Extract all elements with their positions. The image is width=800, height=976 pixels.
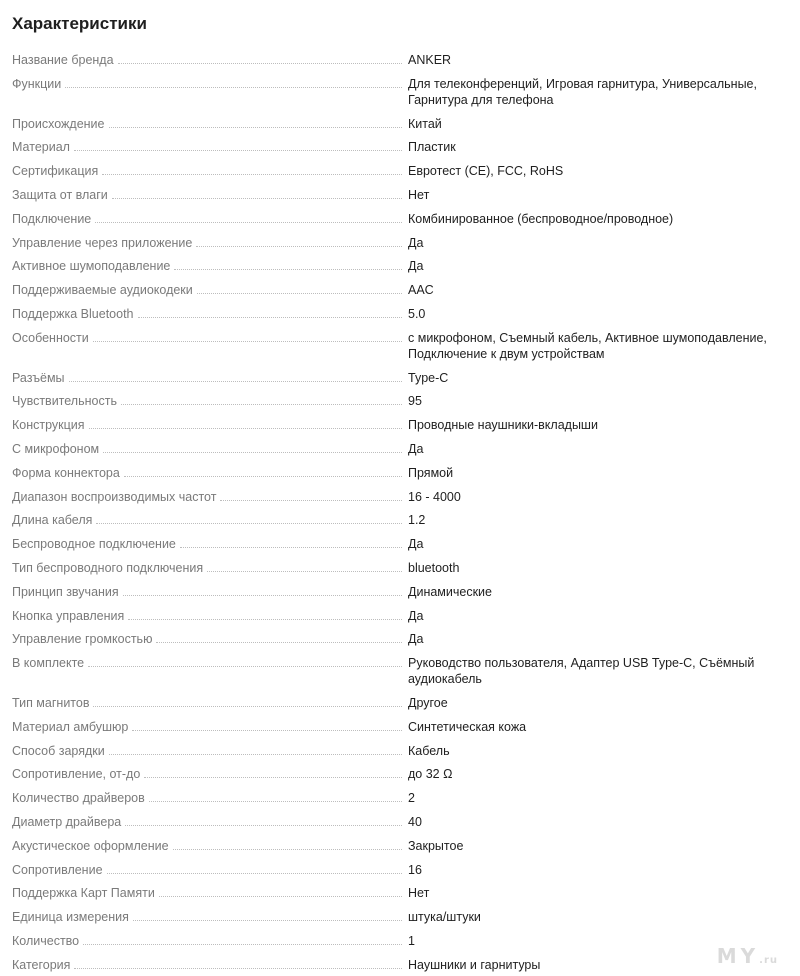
spec-row — [12, 580, 788, 604]
spec-name: Принцип звучания — [12, 584, 119, 599]
spec-value: Да — [408, 632, 424, 647]
spec-name: Управление через приложение — [12, 235, 193, 250]
spec-row — [12, 508, 788, 532]
dotted-leader — [103, 452, 402, 453]
spec-label-cell — [12, 885, 408, 901]
spec-row — [12, 762, 788, 786]
spec-value: до 32 Ω — [408, 767, 453, 782]
spec-label-cell — [12, 790, 408, 806]
spec-value: 2 — [408, 791, 415, 806]
spec-name: Тип магнитов — [12, 695, 90, 710]
spec-label-cell — [12, 489, 408, 505]
spec-name: Сопротивление, от-до — [12, 767, 141, 782]
spec-name: Беспроводное подключение — [12, 537, 176, 552]
dotted-leader — [144, 777, 402, 778]
spec-name: Поддержка Bluetooth — [12, 306, 134, 321]
dotted-leader — [173, 849, 402, 850]
spec-label-cell — [12, 52, 408, 68]
spec-label-cell — [12, 536, 408, 552]
spec-row — [12, 604, 788, 628]
dotted-leader — [74, 968, 402, 969]
spec-row — [12, 159, 788, 183]
spec-name: Единица измерения — [12, 910, 129, 925]
spec-name: Поддержка Карт Памяти — [12, 886, 155, 901]
spec-label-cell — [12, 211, 408, 227]
spec-row — [12, 691, 788, 715]
dotted-leader — [156, 642, 402, 643]
spec-value: 40 — [408, 814, 422, 829]
spec-value: Нет — [408, 187, 430, 202]
spec-value: AAC — [408, 283, 434, 298]
dotted-leader — [159, 896, 402, 897]
dotted-leader — [207, 571, 402, 572]
spec-label-cell — [12, 838, 408, 854]
spec-label-cell — [12, 862, 408, 878]
spec-row — [12, 231, 788, 255]
spec-value: Евротест (CE), FCC, RoHS — [408, 164, 564, 179]
spec-row — [12, 532, 788, 556]
spec-value: 16 - 4000 — [408, 489, 461, 504]
spec-value: Комбинированное (беспроводное/проводное) — [408, 211, 674, 226]
spec-name: Диаметр драйвера — [12, 814, 122, 829]
dotted-leader — [109, 127, 403, 128]
spec-value: Да — [408, 235, 424, 250]
dotted-leader — [124, 476, 402, 477]
spec-value: Прямой — [408, 465, 454, 480]
dotted-leader — [174, 269, 402, 270]
spec-value: Да — [408, 441, 424, 456]
spec-row — [12, 112, 788, 136]
section-title: Характеристики — [12, 14, 147, 33]
spec-name: Особенности — [12, 330, 89, 345]
spec-name: Чувствительность — [12, 394, 117, 409]
dotted-leader — [197, 293, 402, 294]
dotted-leader — [180, 547, 402, 548]
spec-row — [12, 413, 788, 437]
spec-name: Материал — [12, 140, 70, 155]
spec-value: Закрытое — [408, 838, 464, 853]
spec-label-cell — [12, 631, 408, 647]
spec-row — [12, 48, 788, 72]
dotted-leader — [121, 404, 402, 405]
spec-name: Функции — [12, 76, 62, 91]
spec-name: В комплекте — [12, 656, 85, 671]
spec-row — [12, 810, 788, 834]
spec-label-cell — [12, 306, 408, 322]
spec-name: Поддерживаемые аудиокодеки — [12, 283, 193, 298]
dotted-leader — [89, 428, 402, 429]
spec-row — [12, 905, 788, 929]
spec-value: 1.2 — [408, 513, 426, 528]
spec-name: Защита от влаги — [12, 187, 108, 202]
spec-name: Диапазон воспроизводимых частот — [12, 489, 217, 504]
spec-row — [12, 326, 788, 366]
spec-value: Китай — [408, 116, 442, 131]
spec-value: Кабель — [408, 743, 450, 758]
dotted-leader — [118, 63, 402, 64]
spec-row — [12, 183, 788, 207]
specs-panel — [12, 0, 788, 976]
watermark-logo — [717, 944, 778, 968]
dotted-leader — [132, 730, 402, 731]
spec-label-cell — [12, 560, 408, 576]
spec-value: ANKER — [408, 53, 452, 67]
spec-value: Для телеконференций, Игровая гарнитура, Универсальные, Гарнитура для телефона — [408, 76, 757, 107]
spec-row — [12, 929, 788, 953]
dotted-leader — [123, 595, 402, 596]
spec-row — [12, 858, 788, 882]
dotted-leader — [107, 873, 402, 874]
spec-name: Разъёмы — [12, 370, 65, 385]
spec-name: Конструкция — [12, 418, 85, 433]
spec-label-cell — [12, 655, 408, 671]
spec-value: Синтетическая кожа — [408, 719, 527, 734]
spec-name: Способ зарядки — [12, 743, 105, 758]
spec-label-cell — [12, 258, 408, 274]
spec-row — [12, 366, 788, 390]
spec-value: Руководство пользователя, Адаптер USB Type-C, Съёмный аудиокабель — [408, 656, 755, 687]
spec-row — [12, 254, 788, 278]
spec-label-cell — [12, 116, 408, 132]
spec-label-cell — [12, 417, 408, 433]
spec-value: Да — [408, 259, 424, 274]
dotted-leader — [74, 150, 402, 151]
spec-value: Динамические — [408, 584, 492, 599]
spec-label-cell — [12, 76, 408, 92]
spec-value: штука/штуки — [408, 910, 481, 925]
spec-list — [12, 48, 788, 976]
dotted-leader — [133, 920, 402, 921]
spec-name: Категория — [12, 957, 71, 972]
spec-value: Нет — [408, 886, 430, 901]
spec-row — [12, 739, 788, 763]
spec-row — [12, 207, 788, 231]
spec-label-cell — [12, 187, 408, 203]
dotted-leader — [88, 666, 402, 667]
spec-row — [12, 715, 788, 739]
spec-label-cell — [12, 814, 408, 830]
spec-value: 5.0 — [408, 306, 426, 321]
dotted-leader — [149, 801, 402, 802]
spec-label-cell — [12, 370, 408, 386]
spec-row — [12, 834, 788, 858]
dotted-leader — [83, 944, 402, 945]
spec-name: Тип беспроводного подключения — [12, 560, 204, 575]
spec-value: с микрофоном, Съемный кабель, Активное шумоподавление, Подключение к двум устройствам — [408, 330, 767, 361]
spec-row — [12, 389, 788, 413]
spec-name: Количество — [12, 933, 80, 948]
spec-row — [12, 135, 788, 159]
spec-label-cell — [12, 330, 408, 346]
spec-row — [12, 72, 788, 112]
spec-row — [12, 437, 788, 461]
dotted-leader — [65, 87, 402, 88]
spec-value: Другое — [408, 695, 448, 710]
spec-value: bluetooth — [408, 560, 460, 575]
spec-name: Количество драйверов — [12, 791, 145, 806]
spec-value: Пластик — [408, 140, 456, 155]
spec-value: Да — [408, 537, 424, 552]
dotted-leader — [102, 174, 402, 175]
spec-name: Активное шумоподавление — [12, 259, 171, 274]
spec-value: Наушники и гарнитуры — [408, 957, 541, 972]
spec-name: Кнопка управления — [12, 608, 125, 623]
dotted-leader — [109, 754, 402, 755]
spec-name: Материал амбушюр — [12, 719, 129, 734]
spec-label-cell — [12, 933, 408, 949]
spec-value: Проводные наушники-вкладыши — [408, 418, 598, 433]
spec-row — [12, 302, 788, 326]
dotted-leader — [69, 381, 402, 382]
spec-row — [12, 627, 788, 651]
spec-label-cell — [12, 957, 408, 973]
dotted-leader — [220, 500, 402, 501]
spec-name: Сертификация — [12, 164, 99, 179]
spec-name: Акустическое оформление — [12, 838, 169, 853]
spec-row — [12, 556, 788, 580]
spec-name: Управление громкостью — [12, 632, 153, 647]
spec-label-cell — [12, 584, 408, 600]
spec-row — [12, 651, 788, 691]
spec-name: Сопротивление — [12, 862, 103, 877]
dotted-leader — [196, 246, 402, 247]
spec-label-cell — [12, 719, 408, 735]
spec-name: С микрофоном — [12, 441, 100, 456]
spec-label-cell — [12, 465, 408, 481]
spec-value: Type-C — [408, 370, 449, 385]
dotted-leader — [125, 825, 402, 826]
spec-label-cell — [12, 512, 408, 528]
dotted-leader — [112, 198, 402, 199]
spec-label-cell — [12, 743, 408, 759]
spec-value: 1 — [408, 933, 415, 948]
spec-label-cell — [12, 235, 408, 251]
spec-name: Форма коннектора — [12, 465, 120, 480]
spec-name: Название бренда — [12, 53, 114, 67]
spec-value: 95 — [408, 394, 422, 409]
spec-value: 16 — [408, 862, 422, 877]
spec-value: Да — [408, 608, 424, 623]
spec-name: Происхождение — [12, 116, 105, 131]
spec-row — [12, 485, 788, 509]
spec-row — [12, 278, 788, 302]
spec-label-cell — [12, 139, 408, 155]
dotted-leader — [93, 341, 402, 342]
dotted-leader — [138, 317, 402, 318]
watermark-main: MY — [716, 944, 760, 968]
spec-label-cell — [12, 163, 408, 179]
spec-row — [12, 881, 788, 905]
dotted-leader — [96, 523, 402, 524]
spec-label-cell — [12, 909, 408, 925]
spec-label-cell — [12, 393, 408, 409]
spec-label-cell — [12, 695, 408, 711]
spec-label-cell — [12, 766, 408, 782]
spec-label-cell — [12, 608, 408, 624]
spec-row — [12, 461, 788, 485]
spec-label-cell — [12, 282, 408, 298]
spec-name: Длина кабеля — [12, 513, 93, 528]
spec-label-cell — [12, 441, 408, 457]
dotted-leader — [93, 706, 402, 707]
spec-row — [12, 786, 788, 810]
watermark-suffix: .ru — [759, 955, 778, 966]
spec-name: Подключение — [12, 211, 92, 226]
dotted-leader — [128, 619, 402, 620]
spec-row — [12, 953, 788, 976]
dotted-leader — [95, 222, 402, 223]
